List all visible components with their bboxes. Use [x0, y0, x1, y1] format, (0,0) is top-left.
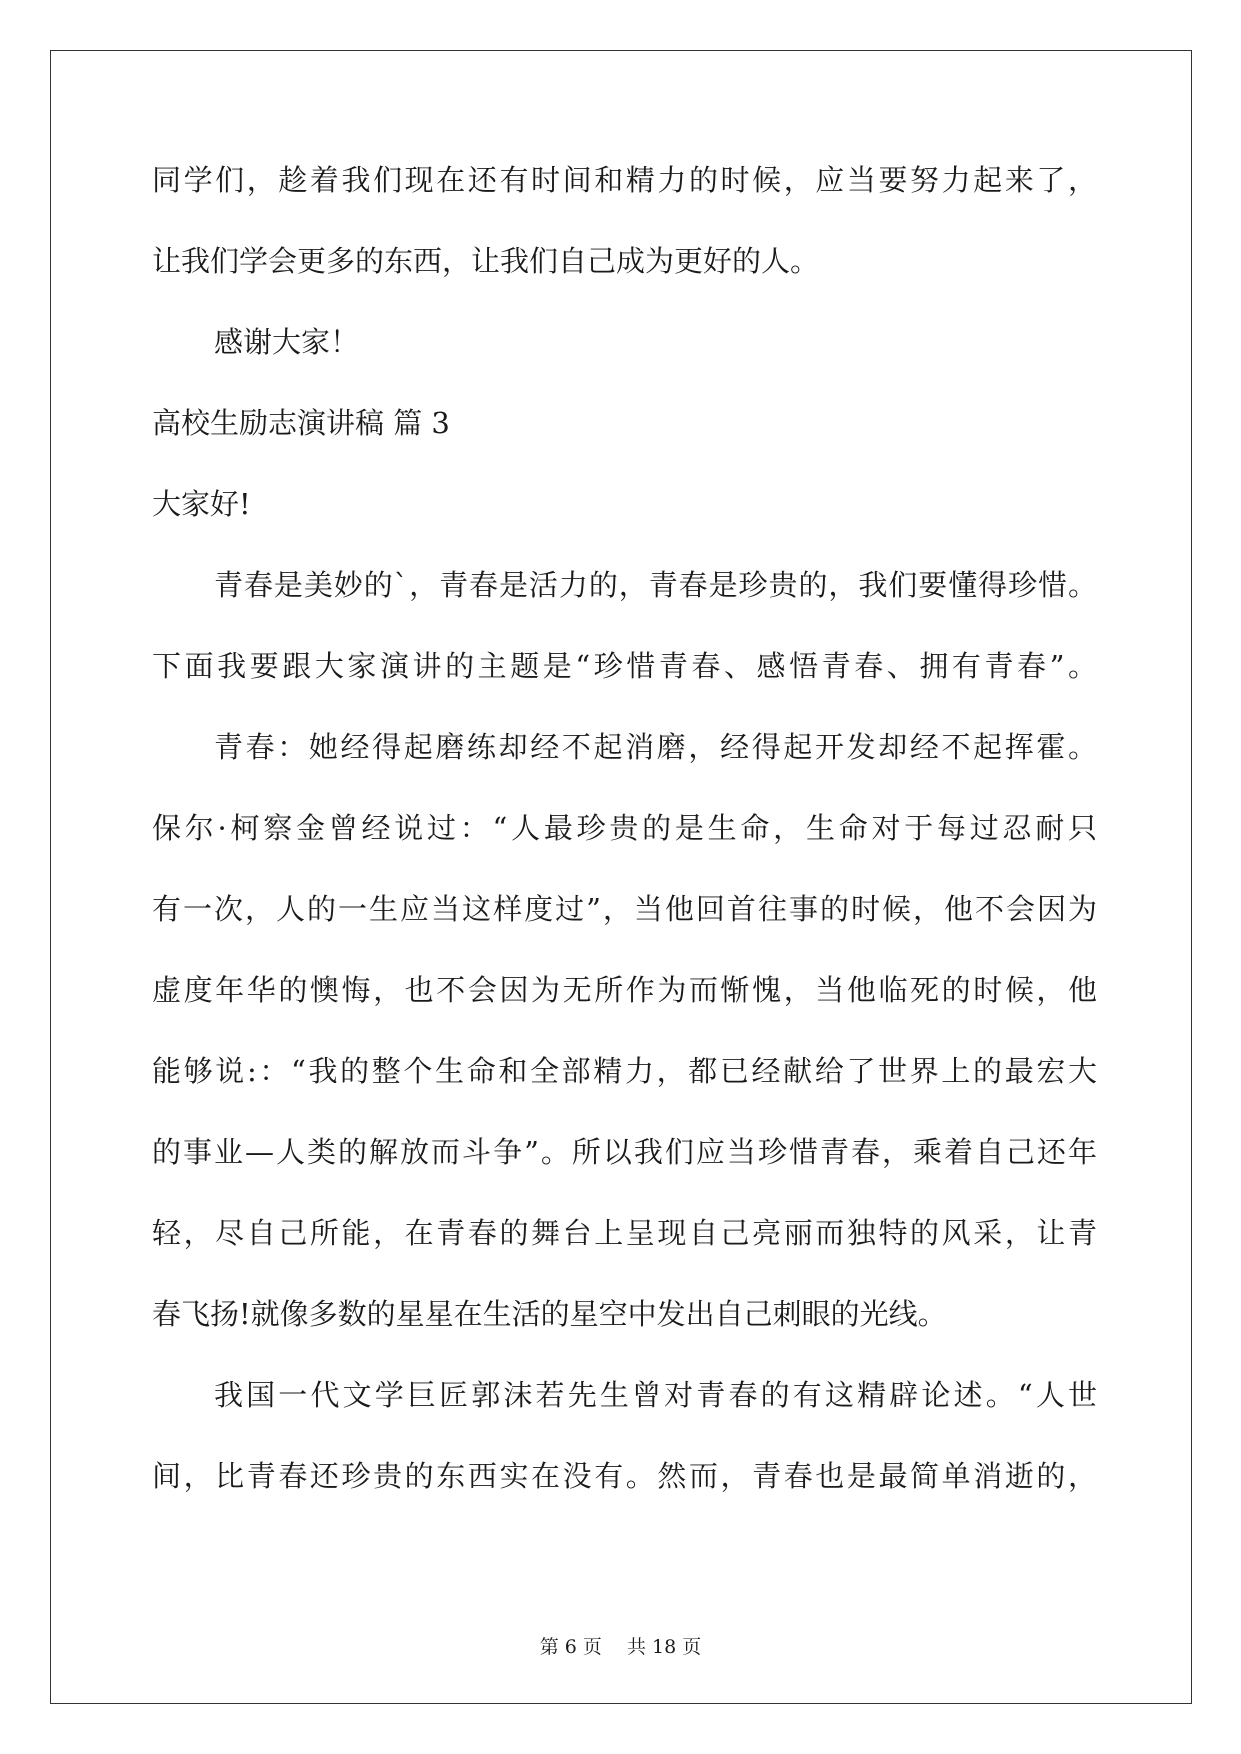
- body-line: 青春是美妙的`，青春是活力的，青春是珍贵的，我们要懂得珍惜。: [214, 568, 1097, 602]
- body-line: 能够说:：“我的整个生命和全部精力，都已经献给了世界上的最宏大: [152, 1054, 1097, 1088]
- greeting-line: 大家好!: [152, 487, 251, 521]
- body-line: 下面我要跟大家演讲的主题是“珍惜青春、感悟青春、拥有青春”。: [152, 649, 1097, 683]
- body-line: 的事业—人类的解放而斗争”。所以我们应当珍惜青春，乘着自己还年: [152, 1135, 1097, 1169]
- body-line: 有一次，人的一生应当这样度过”，当他回首往事的时候，他不会因为: [152, 892, 1097, 926]
- body-line: 让我们学会更多的东西，让我们自己成为更好的人。: [152, 244, 820, 278]
- body-line: 同学们，趁着我们现在还有时间和精力的时候，应当要努力起来了，: [152, 163, 1097, 197]
- body-line: 间，比青春还珍贵的东西实在没有。然而，青春也是最简单消逝的，: [152, 1459, 1097, 1493]
- section-heading: 高校生励志演讲稿 篇 3: [152, 406, 450, 440]
- closing-line: 感谢大家！: [214, 325, 360, 359]
- body-line: 青春：她经得起磨练却经不起消磨，经得起开发却经不起挥霍。: [214, 730, 1097, 764]
- body-line: 轻，尽自己所能，在青春的舞台上呈现自己亮丽而独特的风采，让青: [152, 1216, 1097, 1250]
- document-body: [152, 160, 1097, 1537]
- body-line: 我国一代文学巨匠郭沫若先生曾对青春的有这精辟论述。“人世: [214, 1378, 1097, 1412]
- page-number: 第 6 页 共 18 页: [539, 1636, 702, 1658]
- body-line: 虚度年华的懊悔，也不会因为无所作为而惭愧，当他临死的时候，他: [152, 973, 1097, 1007]
- body-line: 春飞扬!就像多数的星星在生活的星空中发出自己刺眼的光线。: [152, 1297, 947, 1331]
- body-line: 保尔·柯察金曾经说过：“人最珍贵的是生命，生命对于每过忍耐只: [152, 811, 1097, 845]
